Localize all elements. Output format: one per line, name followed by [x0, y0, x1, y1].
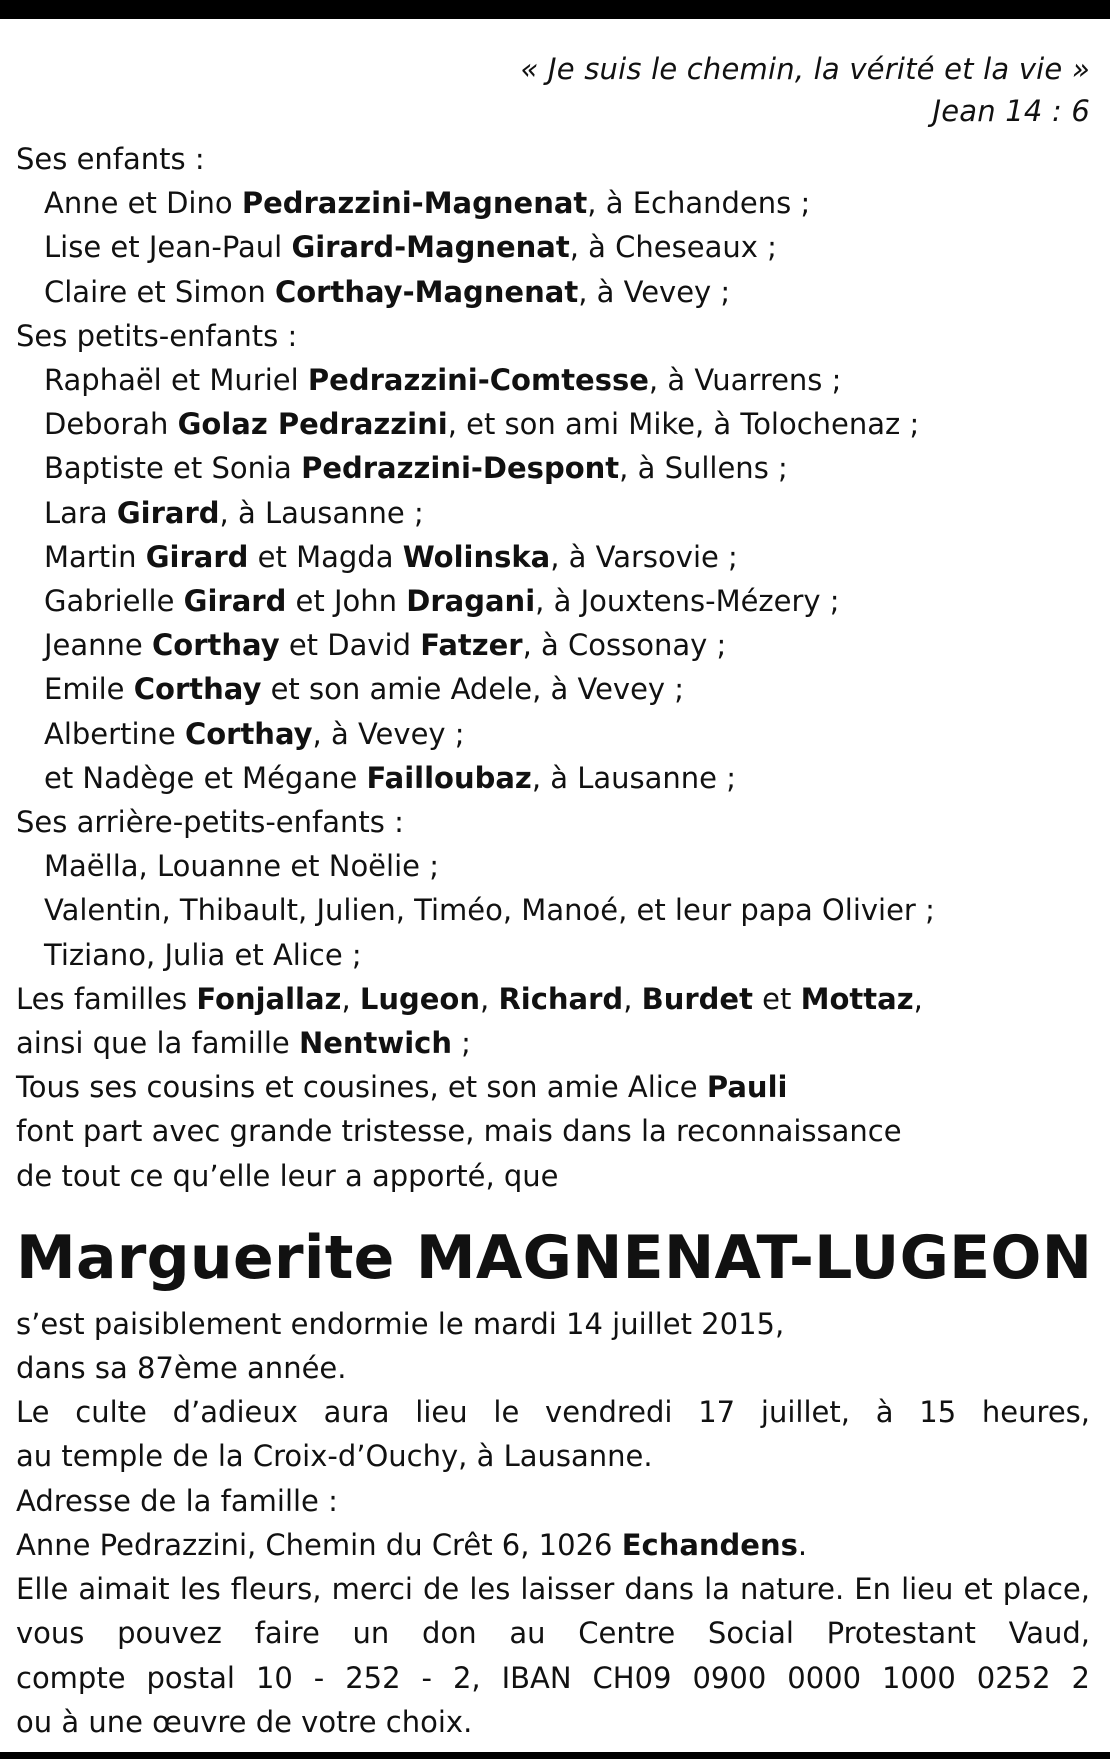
address-street: Anne Pedrazzini, Chemin du Crêt 6, 1026 — [16, 1527, 622, 1562]
donation-line: compte postal 10 - 252 - 2, IBAN CH09 0900 0000 1000 0252 2 — [16, 1660, 1090, 1695]
grandchildren-heading: Ses petits-enfants : — [16, 318, 298, 353]
grandchild-surname: Corthay — [184, 716, 313, 751]
quote-reference: Jean 14 : 6 — [932, 94, 1090, 128]
grandchild-line — [16, 579, 1090, 623]
friend-surname: Pauli — [706, 1070, 788, 1105]
address-period: . — [797, 1527, 808, 1562]
quote-text: « Je suis le chemin, la vérité et la vie » — [520, 52, 1090, 86]
child-line — [16, 181, 1090, 225]
grandchild-location: , à Varsovie ; — [550, 539, 738, 574]
grandchild-first-names: et Nadège et Mégane — [44, 760, 367, 795]
top-border-rule — [0, 0, 1110, 19]
grandchild-first-names: Deborah — [44, 407, 178, 442]
bottom-border-rule — [0, 1752, 1110, 1759]
grandchild-line — [16, 756, 1090, 800]
donation-line: vous pouvez faire un don au Centre Social Protestant Vaud, — [16, 1616, 1090, 1651]
grandchild-surname: Girard — [116, 495, 220, 530]
announcement-line: font part avec grande tristesse, mais dans la reconnaissance — [16, 1114, 902, 1149]
child-first-names: Lise et Jean-Paul — [44, 230, 292, 265]
grandchild-line — [16, 402, 1090, 446]
grandchild-first-names: Raphaël et Muriel — [44, 363, 308, 398]
child-surname: Pedrazzini-Magnenat — [241, 186, 588, 221]
child-surname: Corthay-Magnenat — [274, 274, 579, 309]
family-surname: Fonjallaz — [196, 981, 342, 1016]
partner-first-name: et Magda — [248, 539, 403, 574]
grandchild-surname: Pedrazzini-Comtesse — [307, 363, 649, 398]
donation-line: ou à une œuvre de votre choix. — [16, 1704, 473, 1739]
family-surname: Burdet — [641, 981, 753, 1016]
great-grandchildren-heading: Ses arrière-petits-enfants : — [16, 805, 404, 840]
grandchild-first-names: Gabrielle — [44, 584, 184, 619]
grandchild-location: , à Lausanne ; — [219, 495, 424, 530]
separator: , — [913, 981, 923, 1016]
grandchild-location: , à Jouxtens-Mézery ; — [535, 584, 840, 619]
grandchild-location: , et son ami Mike, à Tolochenaz ; — [447, 407, 920, 442]
grandchild-location: et son amie Adele, à Vevey ; — [261, 672, 685, 707]
announcement-line: de tout ce qu’elle leur a apporté, que — [16, 1158, 559, 1193]
passing-date-line: s’est paisiblement endormie le mardi 14 juillet 2015, — [16, 1306, 785, 1341]
great-grandchildren-line: Valentin, Thibault, Julien, Timéo, Manoé, et leur papa Olivier ; — [44, 893, 935, 928]
grandchild-location: , à Vevey ; — [312, 716, 465, 751]
great-grandchildren-line: Tiziano, Julia et Alice ; — [44, 937, 362, 972]
child-location: , à Cheseaux ; — [569, 230, 777, 265]
child-first-names: Claire et Simon — [44, 274, 275, 309]
partner-first-name: et John — [286, 584, 407, 619]
families-intro: Les familles — [16, 981, 197, 1016]
partner-first-name: et David — [279, 628, 421, 663]
child-location: , à Vevey ; — [578, 274, 731, 309]
families-intro: ainsi que la famille — [16, 1026, 299, 1061]
grandchild-surname: Girard — [145, 539, 249, 574]
grandchild-line — [16, 446, 1090, 490]
grandchild-surname: Girard — [183, 584, 287, 619]
family-address — [16, 1523, 1090, 1567]
grandchild-location: , à Lausanne ; — [531, 760, 737, 795]
grandchild-surname: Corthay — [133, 672, 262, 707]
address-town: Echandens — [621, 1527, 798, 1562]
ceremony-line: Le culte d’adieux aura lieu le vendredi 17 juillet, à 15 heures, — [16, 1395, 1090, 1430]
grandchild-line — [16, 491, 1090, 535]
family-surname: Richard — [498, 981, 624, 1016]
separator: ; — [451, 1026, 471, 1061]
partner-surname: Fatzer — [420, 628, 523, 663]
grandchild-first-names: Jeanne — [44, 628, 152, 663]
separator: , — [480, 981, 499, 1016]
child-location: , à Echandens ; — [587, 186, 811, 221]
nentwich-family-line — [16, 1021, 1090, 1065]
grandchild-first-names: Emile — [44, 672, 134, 707]
separator: et — [752, 981, 801, 1016]
grandchild-line — [16, 623, 1090, 667]
grandchild-location: , à Vuarrens ; — [648, 363, 842, 398]
grandchild-line — [16, 358, 1090, 402]
age-line: dans sa 87ème année. — [16, 1351, 347, 1386]
related-families-line — [16, 977, 1090, 1021]
grandchild-first-names: Martin — [44, 539, 146, 574]
obituary-notice — [16, 48, 1093, 1744]
partner-surname: Dragani — [406, 584, 536, 619]
child-line — [16, 225, 1090, 269]
ceremony-location-line: au temple de la Croix-d’Ouchy, à Lausanne. — [16, 1439, 653, 1474]
bible-quote — [16, 48, 1090, 132]
cousins-line — [16, 1065, 1090, 1109]
partner-surname: Wolinska — [402, 539, 551, 574]
grandchild-line — [16, 535, 1090, 579]
cousins-text: Tous ses cousins et cousines, et son amie Alice — [16, 1070, 707, 1105]
family-surname: Lugeon — [359, 981, 480, 1016]
child-first-names: Anne et Dino — [44, 186, 242, 221]
child-line — [16, 270, 1090, 314]
grandchild-first-names: Lara — [44, 495, 117, 530]
deceased-name: Marguerite MAGNENAT-LUGEON — [16, 1222, 1093, 1293]
children-heading: Ses enfants : — [16, 142, 205, 176]
separator: , — [341, 981, 360, 1016]
ceremony-details — [16, 1302, 1090, 1744]
grandchild-surname: Corthay — [152, 628, 280, 663]
family-surname: Nentwich — [298, 1026, 452, 1061]
donation-line: Elle aimait les fleurs, merci de les laisser dans la nature. En lieu et place, — [16, 1572, 1090, 1607]
grandchild-surname: Failloubaz — [366, 760, 532, 795]
grandchild-line — [16, 712, 1090, 756]
grandchild-location: , à Sullens ; — [619, 451, 788, 486]
separator: , — [623, 981, 642, 1016]
child-surname: Girard-Magnenat — [291, 230, 570, 265]
grandchild-surname: Golaz Pedrazzini — [177, 407, 448, 442]
great-grandchildren-line: Maëlla, Louanne et Noëlie ; — [44, 849, 439, 884]
address-heading: Adresse de la famille : — [16, 1483, 338, 1518]
family-list — [16, 137, 1090, 1198]
grandchild-first-names: Baptiste et Sonia — [44, 451, 302, 486]
grandchild-surname: Pedrazzini-Despont — [301, 451, 620, 486]
grandchild-first-names: Albertine — [44, 716, 185, 751]
grandchild-line — [16, 667, 1090, 711]
grandchild-location: , à Cossonay ; — [522, 628, 727, 663]
family-surname: Mottaz — [800, 981, 914, 1016]
